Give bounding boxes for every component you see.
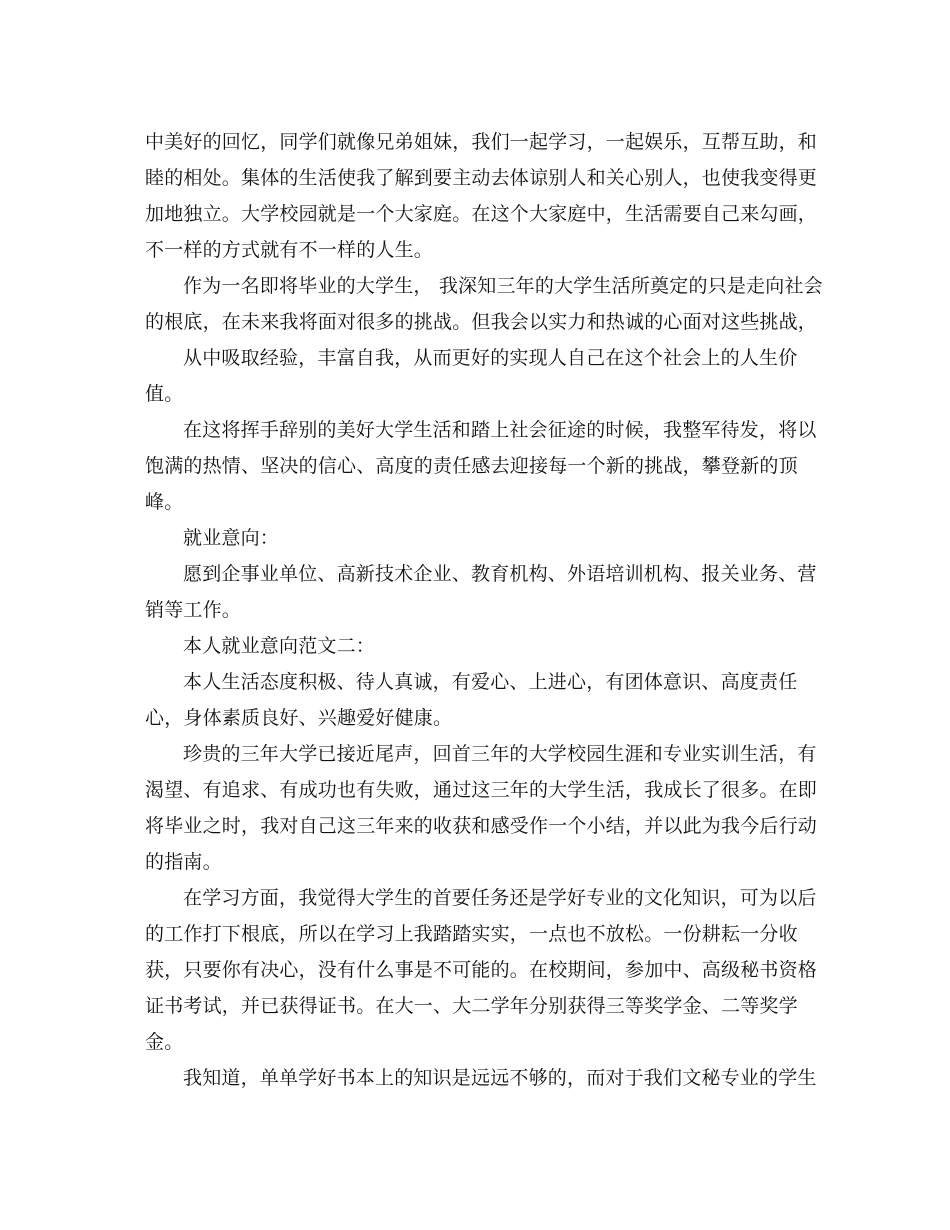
text-line: 睦的相处。集体的生活使我了解到要主动去体谅别人和关心别人，也使我变得更 [145,167,818,189]
text-line: 加地独立。大学校园就是一个大家庭。在这个大家庭中，生活需要自己来勾画， [145,203,818,225]
text-line: 饱满的热情、坚决的信心、高度的责任感去迎接每一个新的挑战，攀登新的顶 [145,455,798,477]
text-line: 在这将挥手辞别的美好大学生活和踏上社会征途的时候，我整军待发，将以 [183,419,817,441]
text-line: 作为一名即将毕业的大学生， 我深知三年的大学生活所奠定的只是走向社会 [183,275,823,297]
text-line: 我知道，单单学好书本上的知识是远远不够的，而对于我们文秘专业的学生 [183,1067,817,1089]
text-line: 将毕业之时，我对自己这三年来的收获和感受作一个小结，并以此为我今后行动 [145,815,818,837]
text-line: 的指南。 [145,851,222,873]
text-line: 金。 [145,1031,184,1053]
text-line: 不一样的方式就有不一样的人生。 [145,239,434,261]
section-heading: 就业意向： [183,527,280,549]
text-line: 销等工作。 [145,599,242,621]
text-line: 值。 [145,383,184,405]
text-line: 渴望、有追求、有成功也有失败，通过这三年的大学生活，我成长了很多。在即 [145,779,818,801]
text-line: 获，只要你有决心，没有什么事是不可能的。在校期间，参加中、高级秘书资格 [145,959,818,981]
text-line: 从中吸取经验，丰富自我，从而更好的实现人自己在这个社会上的人生价 [183,347,798,369]
text-line: 中美好的回忆，同学们就像兄弟姐妹，我们一起学习，一起娱乐，互帮互助，和 [145,131,818,153]
section-heading: 本人就业意向范文二： [183,635,376,657]
text-line: 证书考试，并已获得证书。在大一、大二学年分别获得三等奖学金、二等奖学 [145,995,798,1017]
text-line: 的工作打下根底，所以在学习上我踏踏实实，一点也不放松。一份耕耘一分收 [145,923,798,945]
text-line: 峰。 [145,491,184,513]
text-line: 在学习方面，我觉得大学生的首要任务还是学好专业的文化知识，可为以后 [183,887,817,909]
text-line: 的根底，在未来我将面对很多的挑战。但我会以实力和热诚的心面对这些挑战， [145,311,818,333]
text-line: 本人生活态度积极、待人真诚，有爱心、上进心，有团体意识、高度责任 [183,671,798,693]
text-line: 心，身体素质良好、兴趣爱好健康。 [145,707,453,729]
text-line: 珍贵的三年大学已接近尾声，回首三年的大学校园生涯和专业实训生活，有 [183,743,817,765]
text-line: 愿到企事业单位、高新技术企业、教育机构、外语培训机构、报关业务、营 [183,563,817,585]
document-body [145,124,823,1164]
